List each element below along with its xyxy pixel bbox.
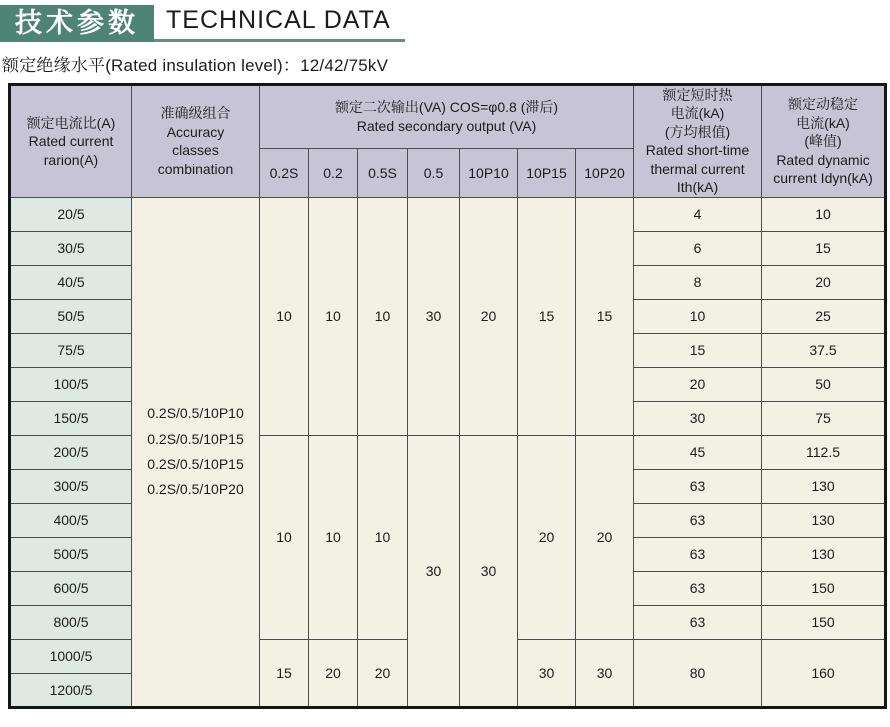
- subcol-header-0-5: 0.5: [408, 148, 460, 197]
- ratio-cell: 1200/5: [10, 673, 132, 707]
- output-cell-0-5: 30: [408, 197, 460, 435]
- output-cell-10p15: 30: [518, 639, 576, 707]
- col-header-thermal-current: 额定短时热 电流(kA) (方均根值) Rated short-time thermal current Ith(kA): [634, 85, 762, 198]
- idyn-cell: 130: [762, 537, 886, 571]
- ratio-cell: 20/5: [10, 197, 132, 231]
- output-cell-0-2: 10: [309, 197, 358, 435]
- accuracy-classes-cell: 0.2S/0.5/10P10 0.2S/0.5/10P15 0.2S/0.5/10P15 0.2S/0.5/10P20: [132, 197, 260, 707]
- output-cell-10p10: 30: [460, 435, 518, 707]
- subcol-header-0-2s: 0.2S: [260, 148, 309, 197]
- output-cell-10p15: 20: [518, 435, 576, 639]
- ith-cell: 10: [634, 299, 762, 333]
- output-cell-0-5: 30: [408, 435, 460, 707]
- subcol-header-0-2: 0.2: [309, 148, 358, 197]
- output-cell-0-2s: 15: [260, 639, 309, 707]
- ratio-cell: 40/5: [10, 265, 132, 299]
- subcol-header-10p15: 10P15: [518, 148, 576, 197]
- col-header-secondary-output: 额定二次输出(VA) COS=φ0.8 (滞后) Rated secondary output (VA): [260, 85, 634, 149]
- insulation-level-note: 额定绝缘水平(Rated insulation level)：12/42/75kV: [2, 56, 389, 75]
- ratio-cell: 50/5: [10, 299, 132, 333]
- ith-cell: 30: [634, 401, 762, 435]
- ith-cell: 45: [634, 435, 762, 469]
- ith-cell: 63: [634, 605, 762, 639]
- ratio-cell: 200/5: [10, 435, 132, 469]
- output-cell-10p10: 20: [460, 197, 518, 435]
- ith-cell: 63: [634, 571, 762, 605]
- idyn-cell: 130: [762, 469, 886, 503]
- ith-cell: 80: [634, 639, 762, 707]
- ratio-cell: 400/5: [10, 503, 132, 537]
- idyn-cell: 130: [762, 503, 886, 537]
- output-cell-0-2: 20: [309, 639, 358, 707]
- ith-cell: 8: [634, 265, 762, 299]
- output-cell-10p20: 20: [576, 435, 634, 639]
- output-cell-10p15: 15: [518, 197, 576, 435]
- subcol-header-0-5s: 0.5S: [358, 148, 408, 197]
- ratio-cell: 600/5: [10, 571, 132, 605]
- ith-cell: 6: [634, 231, 762, 265]
- col-header-ratio: 额定电流比(A) Rated current rarion(A): [10, 85, 132, 198]
- ratio-cell: 500/5: [10, 537, 132, 571]
- output-cell-0-2: 10: [309, 435, 358, 639]
- ratio-cell: 800/5: [10, 605, 132, 639]
- ith-cell: 63: [634, 537, 762, 571]
- idyn-cell: 50: [762, 367, 886, 401]
- idyn-cell: 25: [762, 299, 886, 333]
- page-title: [0, 5, 890, 42]
- idyn-cell: 75: [762, 401, 886, 435]
- output-cell-10p20: 15: [576, 197, 634, 435]
- ratio-cell: 1000/5: [10, 639, 132, 673]
- ith-cell: 20: [634, 367, 762, 401]
- ratio-cell: 150/5: [10, 401, 132, 435]
- output-cell-0-5s: 10: [358, 197, 408, 435]
- output-cell-0-2s: 10: [260, 435, 309, 639]
- ratio-cell: 30/5: [10, 231, 132, 265]
- ith-cell: 15: [634, 333, 762, 367]
- table-row: [10, 197, 886, 231]
- idyn-cell: 37.5: [762, 333, 886, 367]
- output-cell-0-5s: 10: [358, 435, 408, 639]
- idyn-cell: 112.5: [762, 435, 886, 469]
- idyn-cell: 150: [762, 605, 886, 639]
- ratio-cell: 75/5: [10, 333, 132, 367]
- ith-cell: 63: [634, 503, 762, 537]
- idyn-cell: 15: [762, 231, 886, 265]
- output-cell-0-5s: 20: [358, 639, 408, 707]
- idyn-cell: 150: [762, 571, 886, 605]
- ith-cell: 4: [634, 197, 762, 231]
- idyn-cell: 10: [762, 197, 886, 231]
- col-header-accuracy: 准确级组合 Accuracy classes combination: [132, 85, 260, 198]
- ith-cell: 63: [634, 469, 762, 503]
- ratio-cell: 100/5: [10, 367, 132, 401]
- idyn-cell: 20: [762, 265, 886, 299]
- ratio-cell: 300/5: [10, 469, 132, 503]
- col-header-dynamic-current: 额定动稳定 电流(kA) (峰值) Rated dynamic current Idyn(kA): [762, 85, 886, 198]
- output-cell-0-2s: 10: [260, 197, 309, 435]
- subcol-header-10p20: 10P20: [576, 148, 634, 197]
- subcol-header-10p10: 10P10: [460, 148, 518, 197]
- technical-data-table: [8, 83, 887, 709]
- output-cell-10p20: 30: [576, 639, 634, 707]
- page-title-english: TECHNICAL DATA: [154, 6, 405, 42]
- header-row-1: [10, 85, 886, 149]
- idyn-cell: 160: [762, 639, 886, 707]
- page-title-chinese: 技术参数: [0, 5, 154, 42]
